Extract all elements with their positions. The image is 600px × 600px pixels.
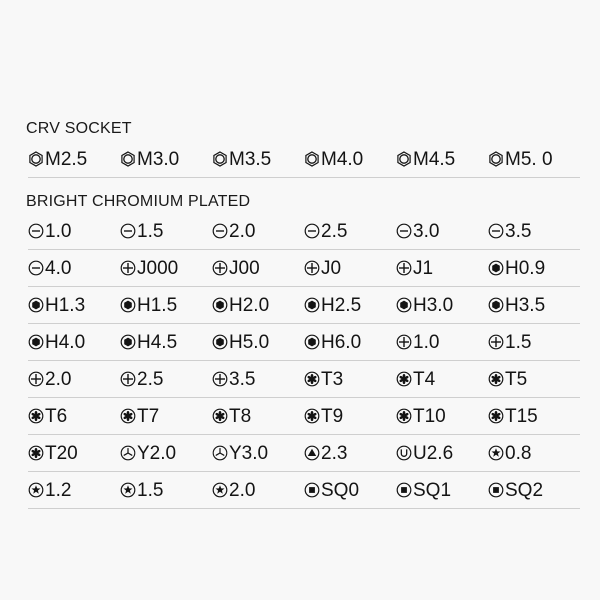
bit-size-label: 2.0 [45, 368, 72, 390]
bit-size-label: J1 [413, 257, 434, 279]
bit-spec-item [396, 361, 435, 397]
bit-spec-item [304, 287, 361, 323]
bit-size-label: 2.0 [229, 220, 256, 242]
bit-size-label: 1.0 [413, 331, 440, 353]
bit-size-label: 1.5 [137, 220, 164, 242]
bit-size-label: T15 [505, 405, 538, 427]
bit-spec-item [28, 287, 85, 323]
bit-size-label: M3.5 [229, 148, 272, 170]
triangle-icon [304, 445, 320, 461]
bit-size-label: 3.0 [413, 220, 440, 242]
square-icon [304, 482, 320, 498]
bit-spec-item [28, 213, 71, 249]
pentalobe-icon [488, 445, 504, 461]
bit-spec-item [488, 324, 531, 360]
bit-spec-item [304, 398, 343, 434]
crv-socket-grid [28, 141, 580, 178]
hex-icon [488, 260, 504, 276]
bit-spec-item [120, 141, 179, 177]
bit-size-label: M3.0 [137, 148, 180, 170]
torx-icon [488, 408, 504, 424]
bit-row [28, 287, 580, 324]
bit-size-label: H4.5 [137, 331, 178, 353]
bit-size-label: 1.0 [45, 220, 72, 242]
chromium-plated-heading: BRIGHT CHROMIUM PLATED [26, 193, 251, 210]
bit-spec-item [488, 213, 531, 249]
torx-icon [304, 408, 320, 424]
slotted-icon [28, 260, 44, 276]
bit-size-label: T5 [505, 368, 528, 390]
hex-icon [28, 297, 44, 313]
bit-size-label: T20 [45, 442, 78, 464]
hex-icon [212, 334, 228, 350]
bit-spec-item [396, 398, 446, 434]
bit-row [28, 324, 580, 361]
phillips-icon [396, 260, 412, 276]
chromium-plated-grid [28, 213, 580, 509]
pentalobe-icon [28, 482, 44, 498]
phillips-icon [28, 371, 44, 387]
bit-spec-item [120, 250, 178, 286]
bit-size-label: Y3.0 [229, 442, 269, 464]
bit-size-label: H3.0 [413, 294, 454, 316]
slotted-icon [304, 223, 320, 239]
bit-spec-item [396, 250, 433, 286]
torx-icon [120, 408, 136, 424]
bit-spec-item [396, 324, 439, 360]
bit-size-label: H1.3 [45, 294, 86, 316]
tri-wing-icon [120, 445, 136, 461]
hex-socket-icon [396, 151, 412, 167]
bit-size-label: H2.0 [229, 294, 270, 316]
bit-spec-item [120, 213, 163, 249]
hex-icon [304, 334, 320, 350]
hex-icon [120, 334, 136, 350]
phillips-icon [212, 260, 228, 276]
bit-spec-item [488, 141, 553, 177]
bit-spec-item [396, 472, 451, 508]
bit-size-label: 2.3 [321, 442, 348, 464]
bit-spec-item [304, 141, 363, 177]
bit-spec-item [212, 141, 271, 177]
pentalobe-icon [120, 482, 136, 498]
bit-size-label: T7 [137, 405, 160, 427]
hex-socket-icon [120, 151, 136, 167]
torx-icon [304, 371, 320, 387]
bit-spec-item [212, 213, 255, 249]
hex-icon [120, 297, 136, 313]
bit-size-label: H3.5 [505, 294, 546, 316]
bit-spec-item [488, 250, 545, 286]
bit-spec-item [120, 361, 163, 397]
bit-spec-item [396, 287, 453, 323]
bit-spec-item [212, 472, 255, 508]
bit-size-label: T4 [413, 368, 436, 390]
bit-size-label: J00 [229, 257, 260, 279]
hex-socket-icon [212, 151, 228, 167]
hex-icon [28, 334, 44, 350]
bit-size-label: 1.5 [505, 331, 532, 353]
slotted-icon [212, 223, 228, 239]
bit-spec-item [488, 398, 538, 434]
bit-spec-item [120, 287, 177, 323]
bit-spec-item [304, 472, 359, 508]
bit-spec-item [212, 398, 251, 434]
bit-size-label: T6 [45, 405, 68, 427]
bit-spec-item [304, 324, 361, 360]
bit-spec-item [120, 435, 176, 471]
bit-spec-item [120, 472, 163, 508]
bit-size-label: M2.5 [45, 148, 88, 170]
torx-icon [396, 371, 412, 387]
bit-size-label: 4.0 [45, 257, 72, 279]
pentalobe-icon [212, 482, 228, 498]
bit-size-label: 1.5 [137, 479, 164, 501]
bit-size-label: J000 [137, 257, 179, 279]
bit-spec-item [304, 361, 343, 397]
torx-icon [212, 408, 228, 424]
hex-socket-icon [28, 151, 44, 167]
bit-size-label: H2.5 [321, 294, 362, 316]
hex-icon [304, 297, 320, 313]
bit-size-label: T9 [321, 405, 344, 427]
bit-spec-item [212, 287, 269, 323]
bit-spec-item [120, 324, 177, 360]
bit-row [28, 250, 580, 287]
slotted-icon [488, 223, 504, 239]
bit-size-label: M4.0 [321, 148, 364, 170]
bit-size-label: 2.0 [229, 479, 256, 501]
bit-size-label: 2.5 [137, 368, 164, 390]
hex-icon [488, 297, 504, 313]
bit-row [28, 472, 580, 509]
bit-size-label: T8 [229, 405, 252, 427]
bit-size-label: T10 [413, 405, 446, 427]
bit-spec-item [304, 250, 341, 286]
bit-spec-item [212, 324, 269, 360]
bit-size-label: SQ1 [413, 479, 452, 501]
tri-wing-icon [212, 445, 228, 461]
bit-spec-item [304, 213, 347, 249]
bit-spec-item [212, 361, 255, 397]
bit-size-label: Y2.0 [137, 442, 177, 464]
bit-spec-item [120, 398, 159, 434]
bit-size-label: 2.5 [321, 220, 348, 242]
torx-icon [28, 408, 44, 424]
bit-size-label: M5. 0 [505, 148, 553, 170]
bit-spec-item [488, 361, 527, 397]
phillips-icon [120, 371, 136, 387]
bit-row [28, 213, 580, 250]
bit-spec-item [212, 250, 260, 286]
bit-size-label: 3.5 [505, 220, 532, 242]
bit-size-label: H4.0 [45, 331, 86, 353]
bit-size-label: U2.6 [413, 442, 454, 464]
bit-size-label: J0 [321, 257, 342, 279]
bit-spec-item [396, 435, 453, 471]
bit-size-label: H6.0 [321, 331, 362, 353]
u-type-icon [396, 445, 412, 461]
bit-spec-item [28, 141, 87, 177]
phillips-icon [304, 260, 320, 276]
bit-spec-item [488, 435, 531, 471]
torx-icon [28, 445, 44, 461]
bit-spec-item [28, 250, 71, 286]
crv-socket-heading: CRV SOCKET [26, 120, 132, 137]
hex-icon [212, 297, 228, 313]
phillips-icon [488, 334, 504, 350]
bit-spec-item [488, 472, 543, 508]
bit-size-label: M4.5 [413, 148, 456, 170]
phillips-icon [120, 260, 136, 276]
phillips-icon [212, 371, 228, 387]
bit-spec-item [28, 324, 85, 360]
bit-size-label: SQ0 [321, 479, 360, 501]
bit-size-label: T3 [321, 368, 344, 390]
slotted-icon [120, 223, 136, 239]
slotted-icon [28, 223, 44, 239]
bit-size-label: H0.9 [505, 257, 546, 279]
bit-row [28, 435, 580, 472]
bit-spec-item [28, 398, 67, 434]
hex-icon [396, 297, 412, 313]
bit-row [28, 398, 580, 435]
bit-size-label: 1.2 [45, 479, 72, 501]
torx-icon [396, 408, 412, 424]
bit-spec-item [488, 287, 545, 323]
hex-socket-icon [488, 151, 504, 167]
crv-socket-row [28, 141, 580, 178]
bit-spec-item [212, 435, 268, 471]
bit-spec-item [396, 213, 439, 249]
bit-spec-item [28, 361, 71, 397]
bit-spec-item [304, 435, 347, 471]
torx-icon [488, 371, 504, 387]
slotted-icon [396, 223, 412, 239]
bit-size-label: H1.5 [137, 294, 178, 316]
square-icon [488, 482, 504, 498]
bit-size-label: 0.8 [505, 442, 532, 464]
bit-spec-item [396, 141, 455, 177]
bit-size-label: 3.5 [229, 368, 256, 390]
bit-size-label: SQ2 [505, 479, 544, 501]
bit-spec-item [28, 435, 78, 471]
phillips-icon [396, 334, 412, 350]
hex-socket-icon [304, 151, 320, 167]
bit-spec-item [28, 472, 71, 508]
bit-row [28, 361, 580, 398]
bit-size-label: H5.0 [229, 331, 270, 353]
square-icon [396, 482, 412, 498]
